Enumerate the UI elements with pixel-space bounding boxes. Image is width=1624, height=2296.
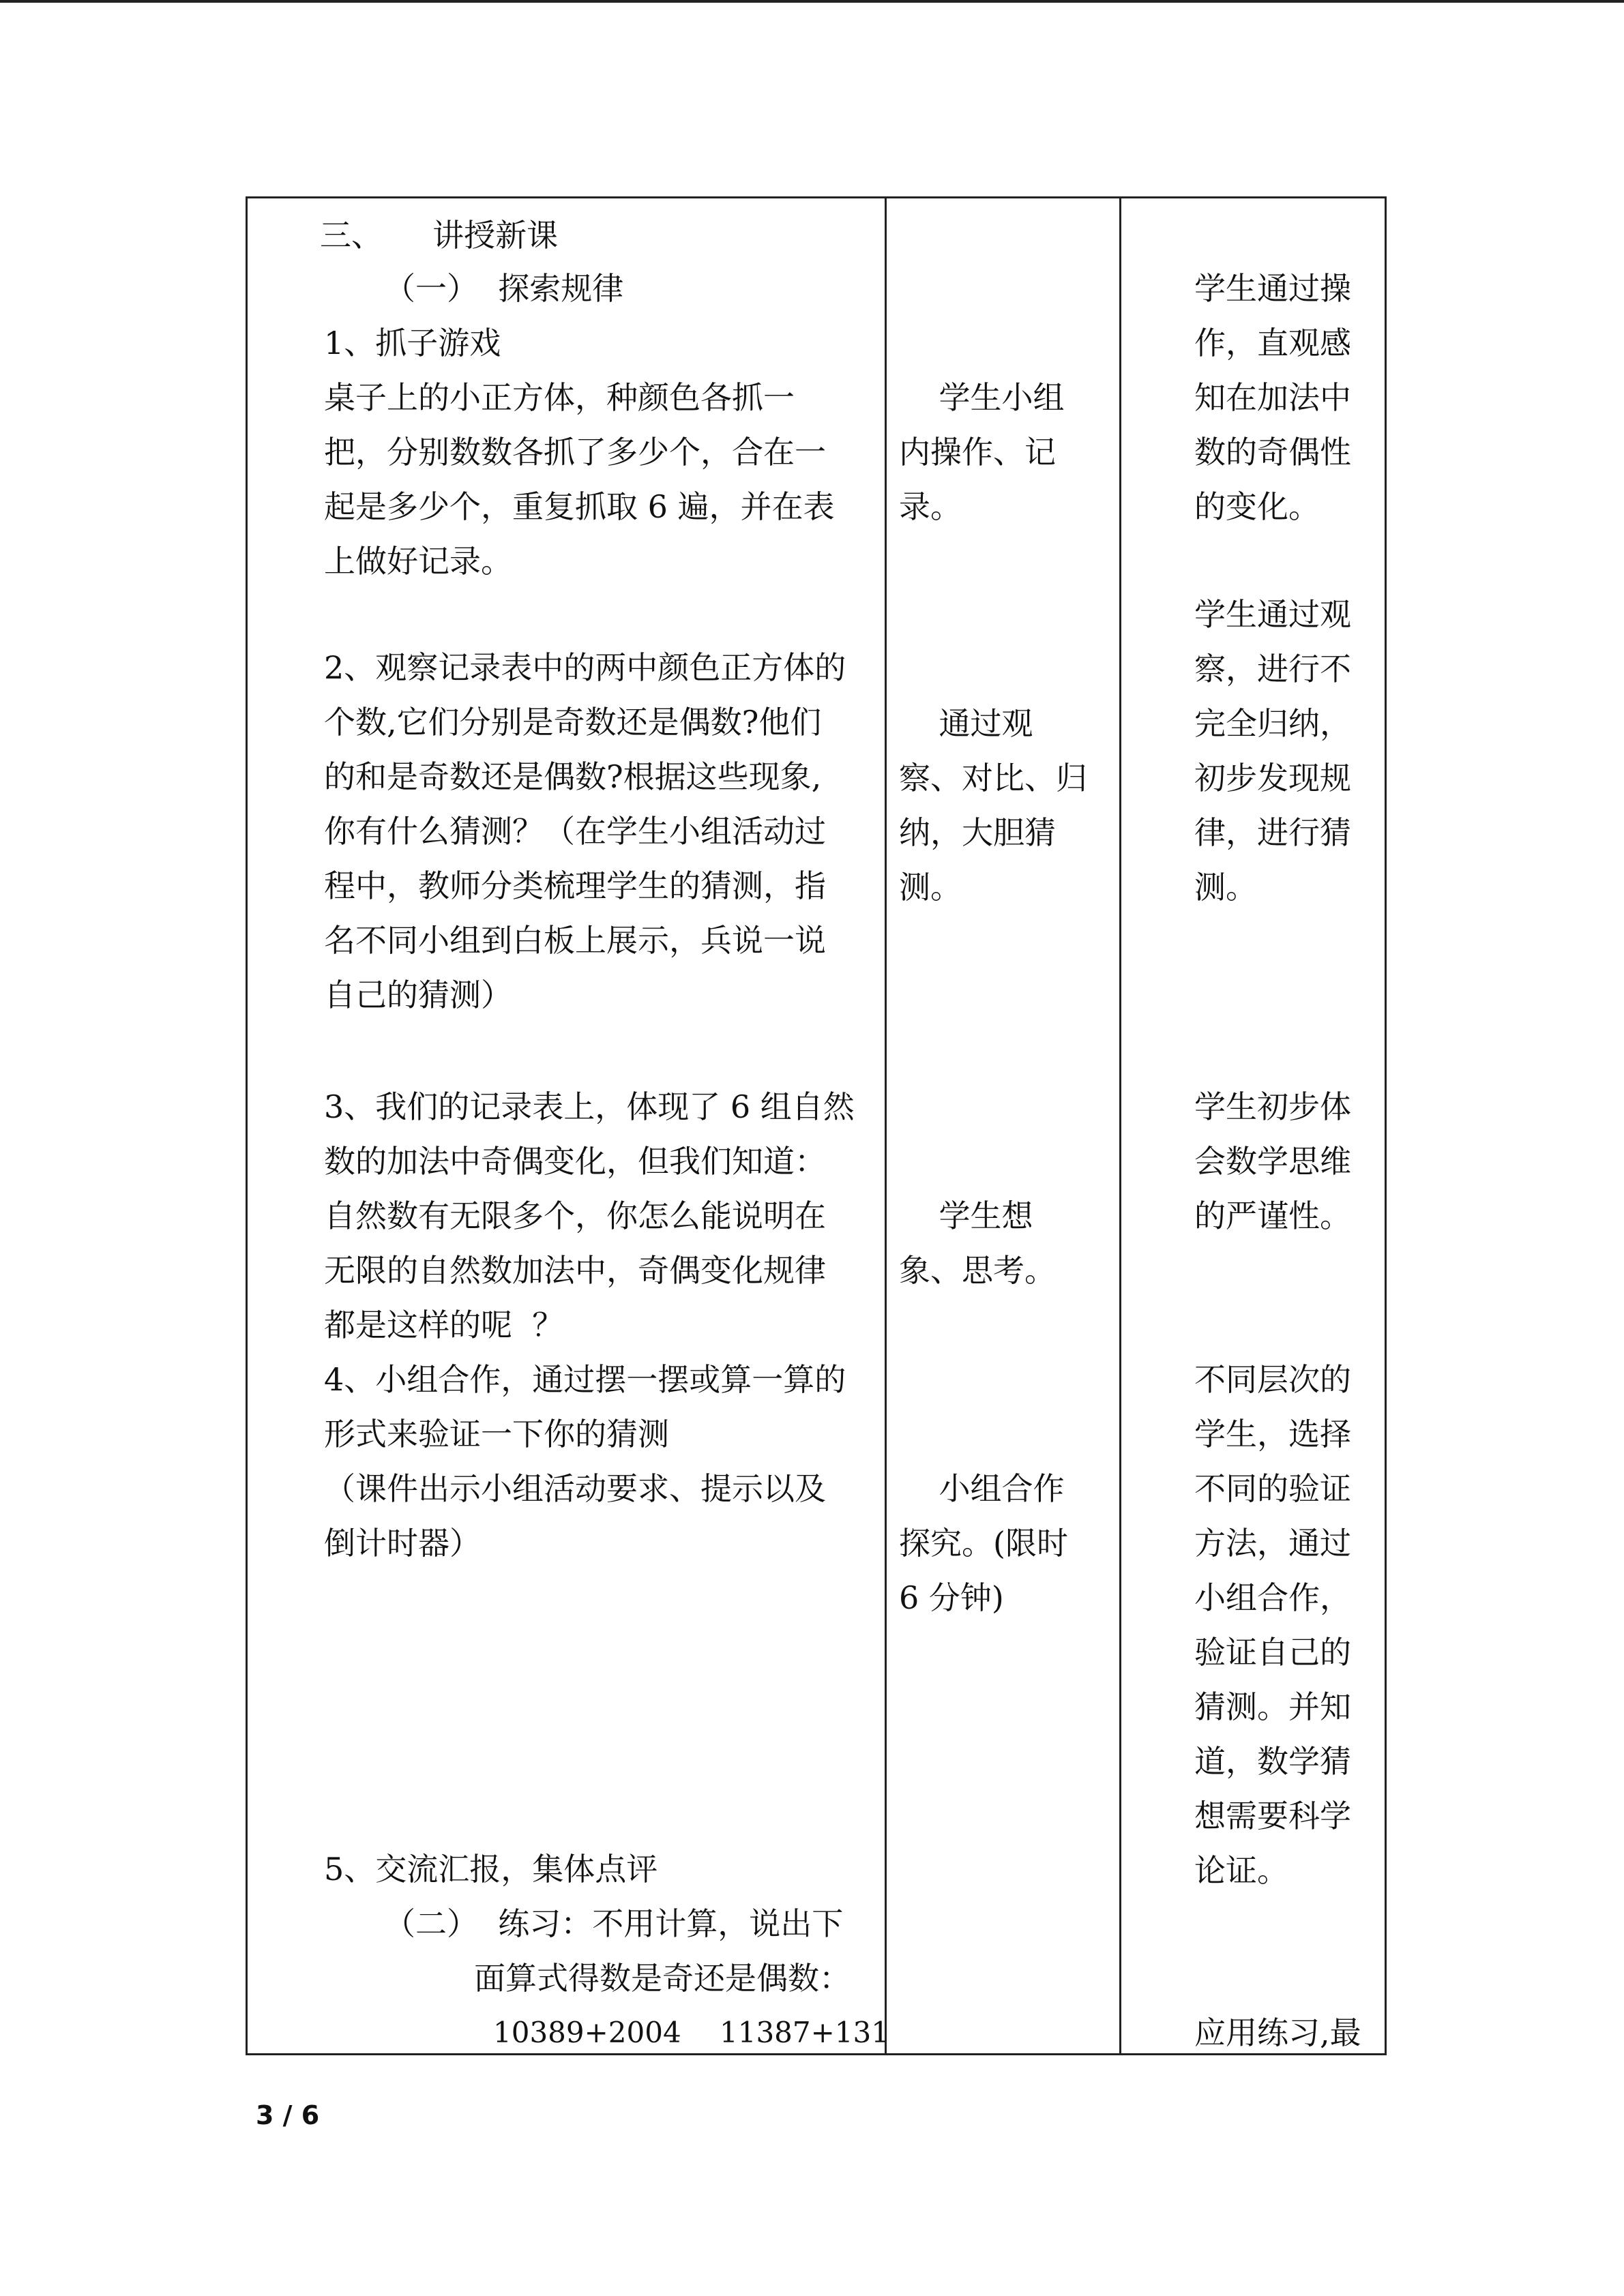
intent-5: 应用练习,最: [1194, 2014, 1361, 2051]
subsection-practice-line1: （二） 练习：不用计算，说出下: [384, 1905, 844, 1942]
page-number: 3 / 6: [256, 2100, 320, 2130]
teaching-content-column: [248, 198, 889, 2053]
item-1-title: 1、抓子游戏: [324, 325, 501, 361]
equation-1: 10389+2004: [493, 2016, 681, 2049]
equation-2: 11387+131: [720, 2016, 889, 2049]
activity-2: 通过观 察、对比、归 纳，大胆猜 测。: [899, 705, 1087, 906]
item-3: 3、我们的记录表上，体现了 6 组自然 数的加法中奇偶变化，但我们知道： 自然数有无限多个，你怎么能说明在 无限的自然数加法中，奇偶变化规律 都是这样的呢 ？: [324, 1088, 855, 1343]
subsection-explore: （一） 探索规律: [384, 270, 624, 307]
intent-3: 学生初步体 会数学思维 的严谨性。: [1194, 1088, 1351, 1234]
intent-2: 学生通过观 察，进行不 完全归纳， 初步发现规 律，进行猜 测。: [1194, 596, 1351, 906]
intent-1: 学生通过操 作，直观感 知在加法中 数的奇偶性 的变化。: [1194, 270, 1351, 525]
item-4: 4、小组合作，通过摆一摆或算一算的 形式来验证一下你的猜测 （课件出示小组活动要求、提示以及 倒计时器）: [324, 1361, 846, 1562]
intent-4: 不同层次的 学生，选择 不同的验证 方法，通过 小组合作， 验证自己的 猜测。并知 道，数学猜 想需要科学 论证。: [1194, 1361, 1351, 1889]
lesson-plan-table: [246, 196, 1387, 2055]
activity-1: 学生小组 内操作、记 录。: [899, 379, 1065, 525]
activity-3: 学生想 象、思考。: [899, 1197, 1056, 1289]
subsection-practice-line2: 面算式得数是奇还是偶数：: [474, 1960, 851, 1997]
design-intent-column: [1121, 198, 1385, 2053]
item-2: 2、观察记录表中的两中颜色正方体的 个数,它们分别是奇数还是偶数?他们 的和是奇数还是偶数?根据这些现象, 你有什么猜测？（在学生小组活动过 程中，教师分类梳理学生的猜测，指 名不同小组到白板上展示，兵说一说 自己的猜测）: [324, 649, 846, 1013]
item-5: 5、交流汇报，集体点评: [324, 1851, 658, 1888]
page-top-border: [0, 0, 1624, 3]
section-heading: 三、 讲授新课: [320, 217, 559, 254]
item-1-body: 桌子上的小正方体，种颜色各抓一 把，分别数数各抓了多少个，合在一 起是多少个，重复抓取 6 遍，并在表 上做好记录。: [324, 379, 835, 580]
activity-4: 小组合作 探究。(限时 6 分钟): [899, 1470, 1068, 1616]
student-activity-column: [887, 198, 1119, 2053]
